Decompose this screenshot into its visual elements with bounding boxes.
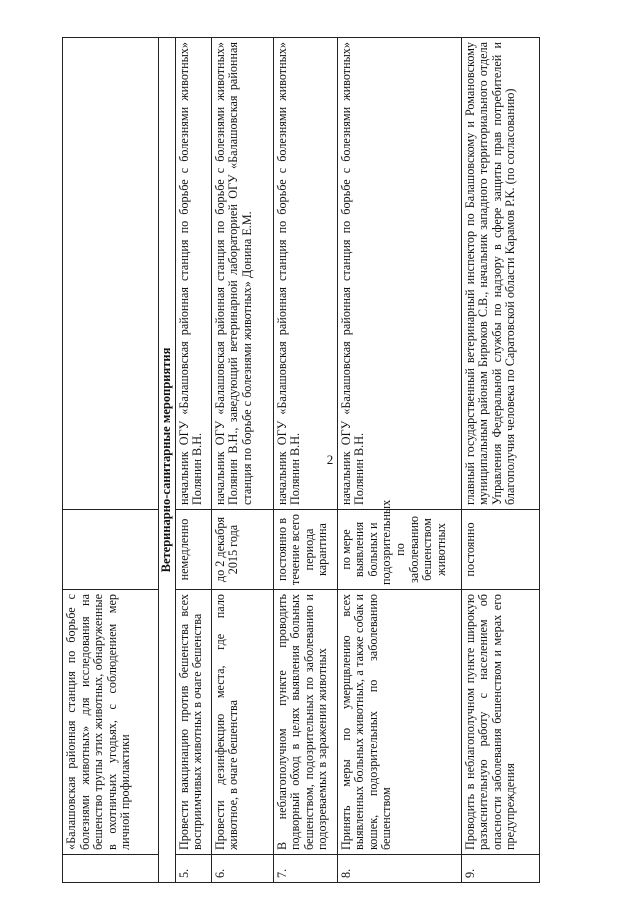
- row-number-cell: 9.: [461, 855, 539, 883]
- rotated-table-container: [62, 38, 540, 883]
- table-row: [461, 38, 539, 883]
- table-row: [337, 38, 461, 883]
- page-number: 2: [326, 452, 334, 467]
- action-cell: Принять меры по умерщвлению всех выявленных больных животных, а также собак и кошек, подозрительных по заболеванию бешенством: [337, 590, 461, 855]
- table-row: [211, 38, 273, 883]
- row-number-cell: 6.: [211, 855, 273, 883]
- term-cell: немедленно: [175, 510, 211, 590]
- section-title: Ветеринарно-санитарные мероприятия: [159, 38, 176, 883]
- term-cell: по мере выявления больных и подозрительных по заболеванию бешенством животных: [337, 510, 461, 590]
- action-cell: Провести вакцинацию против бешенства всех восприимчивых животных в очаге бешенства: [175, 590, 211, 855]
- section-header-row: [159, 38, 176, 883]
- responsible-cell: начальник ОГУ «Балашовская районная станция по борьбе с болезнями животных» Полянин В.Н.: [175, 38, 211, 510]
- responsible-cell: начальник ОГУ «Балашовская районная станция по борьбе с болезнями животных» Полянин В.Н., заведующий ветеринарной лабораторией ОГУ «Балашовская районная станция по борьбе с болезнями животных» Донина Е.М.: [211, 38, 273, 510]
- responsible-cell: начальник ОГУ «Балашовская районная станция по борьбе с болезнями животных» Полянин В.Н.: [273, 38, 337, 510]
- action-cell: Провести дезинфекцию места, где пало животное, в очаге бешенства: [211, 590, 273, 855]
- responsible-cell: [63, 38, 159, 510]
- action-cell: Проводить в неблагополучном пункте широкую разъяснительную работу с населением об опасности заболевания бешенством и мерах его предупреждения: [461, 590, 539, 855]
- row-number-cell: 8.: [337, 855, 461, 883]
- row-number-cell: 5.: [175, 855, 211, 883]
- action-cell: «Балашовская районная станция по борьбе с болезнями животных» для исследования на бешенство трупы этих животных, обнаруженные в охотничьих угодьях, с соблюдением мер личной профилактики: [63, 590, 159, 855]
- table-row: [273, 38, 337, 883]
- term-cell: [63, 510, 159, 590]
- table-row: [63, 38, 159, 883]
- term-cell: постоянно: [461, 510, 539, 590]
- row-number-cell: [63, 855, 159, 883]
- responsible-cell: главный государственный ветеринарный инспектор по Балашовскому и Романовскому муниципальным районам Бирюков С.В., начальник западного территориального отдела Управления Федеральной службы по надзору в сфере защиты прав потребителей и благополучия человека по Саратовской области Карамов Р.К. (по согласованию): [461, 38, 539, 510]
- responsible-cell: начальник ОГУ «Балашовская районная станция по борьбе с болезнями животных» Полянин В.Н.: [337, 38, 461, 510]
- term-cell: до 2 декабря 2015 года: [211, 510, 273, 590]
- row-number-cell: 7.: [273, 855, 337, 883]
- action-cell: В неблагополучном пункте проводить подворный обход в целях выявления больных бешенством, подозрительных по заболеванию и подозреваемых в заражении животных: [273, 590, 337, 855]
- term-cell: постоянно в течение всего периода карантина: [273, 510, 337, 590]
- table-row: [175, 38, 211, 883]
- measures-table: [62, 37, 540, 883]
